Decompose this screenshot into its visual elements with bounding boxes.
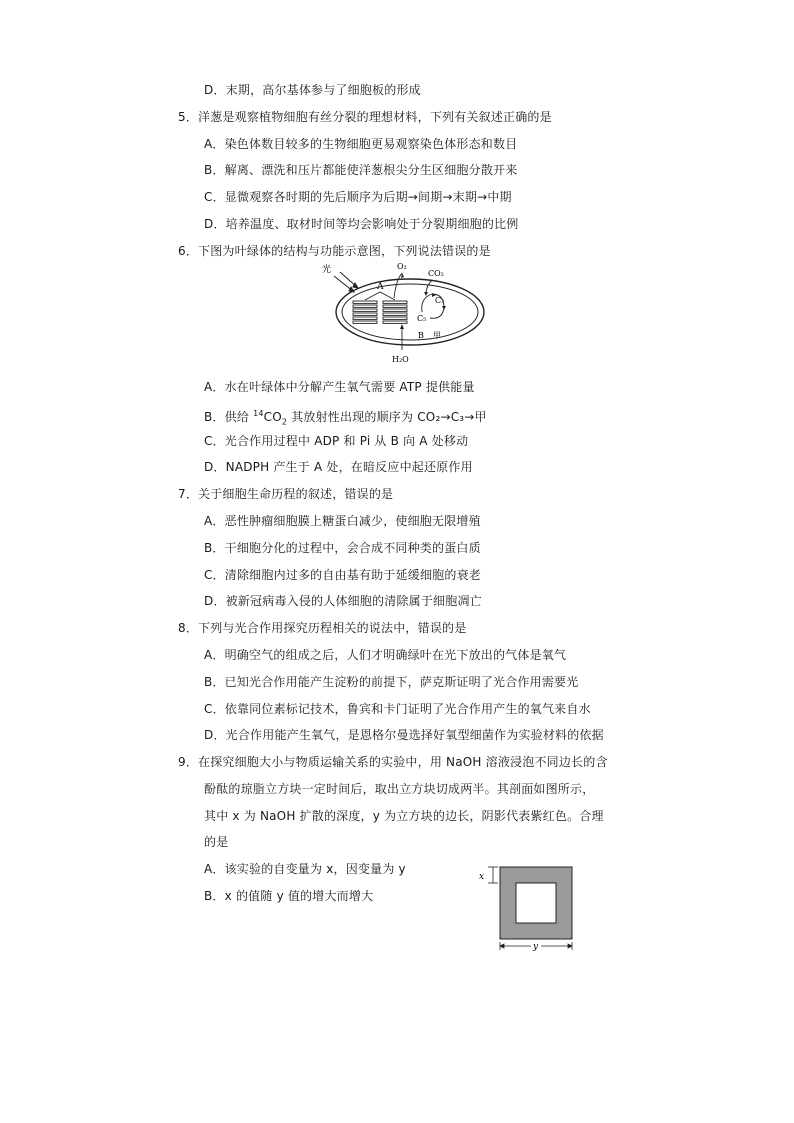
q4-option-d: D．末期，高尔基体参与了细胞板的形成 [204,83,421,97]
q9-option-a: A．该实验的自变量为 x，因变量为 y [204,862,406,876]
q6-option-a: A．水在叶绿体中分解产生氧气需要 ATP 提供能量 [204,380,475,394]
label-b: B [418,331,424,340]
q7-option-a: A．恶性肿瘤细胞膜上糖蛋白减少，使细胞无限增殖 [204,514,481,528]
q5-option-b: B．解离、漂洗和压片都能使洋葱根尖分生区细胞分散开来 [204,163,518,177]
x-dimension-marker [488,867,498,883]
label-x: x [479,872,485,882]
q7-option-d: D．被新冠病毒入侵的人体细胞的清除属于细胞凋亡 [204,594,482,608]
q8-option-a: A．明确空气的组成之后，人们才明确绿叶在光下放出的气体是氧气 [204,648,567,662]
question-6-stem: 6．下图为叶绿体的结构与功能示意图，下列说法错误的是 [178,244,491,258]
q6-option-c: C．光合作用过程中 ADP 和 Pi 从 B 向 A 处移动 [204,434,469,448]
q5-option-a: A．染色体数目较多的生物细胞更易观察染色体形态和数目 [204,137,518,151]
q8-option-c: C．依靠同位素标记技术，鲁宾和卡门证明了光合作用产生的氧气来自水 [204,702,591,716]
q5-option-d: D．培养温度、取材时间等均会影响处于分裂期细胞的比例 [204,217,519,231]
chloroplast-diagram [316,258,490,368]
label-o2: O₂ [397,262,407,271]
label-h2o: H₂O [392,355,409,364]
question-8-stem: 8．下列与光合作用探究历程相关的说法中，错误的是 [178,621,467,635]
light-arrows-icon [334,272,358,292]
label-c5: C₅ [417,314,427,323]
q8-option-d: D．光合作用能产生氧气，是恩格尔曼选择好氧型细菌作为实验材料的依据 [204,728,604,742]
label-co2: CO₂ [428,269,444,278]
question-9-stem-line-3: 其中 x 为 NaOH 扩散的深度，y 为立方块的边长，阴影代表紫红色。合理 [204,809,604,823]
label-a: A [377,282,384,292]
q8-option-b: B．已知光合作用能产生淀粉的前提下，萨克斯证明了光合作用需要光 [204,675,579,689]
label-light: 光 [322,265,332,275]
question-9-stem-line-1: 9．在探究细胞大小与物质运输关系的实验中，用 NaOH 溶液浸泡不同边长的含 [178,755,608,769]
grana-stack-left [353,301,377,323]
grana-stack-right [383,301,407,323]
label-c3: C₃ [435,296,445,305]
question-9-stem-line-2: 酚酞的琼脂立方块一定时间后，取出立方块切成两半。其剖面如图所示， [204,782,595,796]
label-a-pointer [365,292,395,300]
question-5-stem: 5．洋葱是观察植物细胞有丝分裂的理想材料，下列有关叙述正确的是 [178,110,552,124]
question-7-stem: 7．关于细胞生命历程的叙述，错误的是 [178,487,394,501]
agar-cube-cross-section [474,862,578,956]
q6-option-b: B．供给 $^{14}CO_2$ 其放射性出现的顺序为 CO₂→C₃→甲 [204,409,487,427]
unstained-core [516,883,556,923]
q9-option-b: B．x 的值随 y 值的增大而增大 [204,889,374,903]
q7-option-b: B．干细胞分化的过程中，会合成不同种类的蛋白质 [204,541,481,555]
q5-option-c: C．显微观察各时期的先后顺序为后期→间期→末期→中期 [204,190,512,204]
q7-option-c: C．清除细胞内过多的自由基有助于延缓细胞的衰老 [204,568,481,582]
label-jia: 甲 [433,331,441,340]
q6-option-d: D．NADPH 产生于 A 处，在暗反应中起还原作用 [204,460,473,474]
label-y: y [533,942,539,952]
question-9-stem-line-4: 的是 [204,835,229,849]
